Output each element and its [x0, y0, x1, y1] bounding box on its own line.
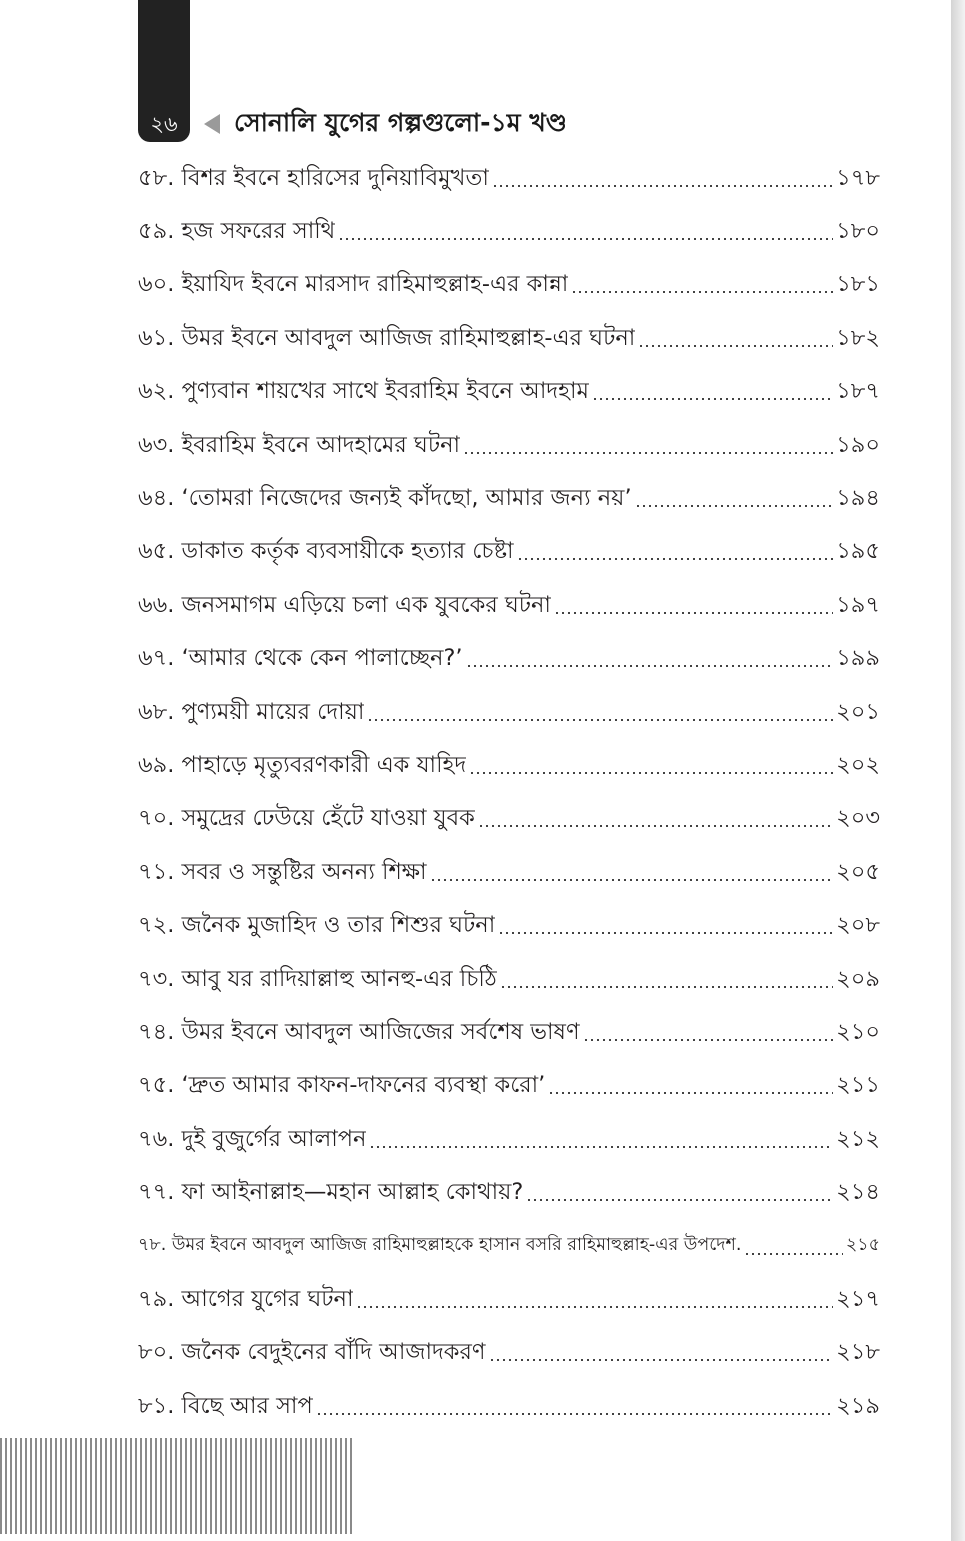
- dot-leader: [369, 1146, 833, 1148]
- dot-leader: [367, 719, 833, 721]
- toc-entry: [138, 419, 880, 472]
- dot-leader: [356, 1306, 833, 1308]
- dot-leader: [489, 1359, 834, 1361]
- toc-entry: [138, 579, 880, 632]
- toc-entry-page: ১৯৭: [836, 591, 880, 618]
- toc-entry-title: ৬৩. ইবরাহিম ইবনে আদহামের ঘটনা: [138, 431, 461, 458]
- dot-leader: [338, 238, 833, 240]
- toc-entry-page: ২০৫: [836, 858, 880, 885]
- toc-entry-page: ২১৫: [845, 1235, 880, 1255]
- toc-entry: [138, 366, 880, 419]
- toc-entry-page: ১৮০: [836, 218, 880, 245]
- dot-leader: [583, 1039, 834, 1041]
- toc-entry: [138, 1327, 880, 1380]
- dot-leader: [466, 665, 834, 667]
- toc-entry-title: ৭৫. ‘দ্রুত আমার কাফন-দাফনের ব্যবস্থা করো’: [138, 1072, 546, 1099]
- toc-entry: [138, 472, 880, 525]
- toc-entry-page: ১৯৫: [836, 538, 880, 565]
- toc-entry: [138, 1380, 880, 1433]
- toc-entry: [138, 259, 880, 312]
- toc-entry-title: ৮১. বিছে আর সাপ: [138, 1392, 313, 1419]
- toc-entry: [138, 312, 880, 365]
- toc-entry-page: ২১৪: [836, 1179, 880, 1206]
- dot-leader: [469, 772, 833, 774]
- toc-entry-page: ২১৭: [836, 1285, 880, 1312]
- dot-leader: [500, 986, 833, 988]
- dot-leader: [638, 345, 833, 347]
- toc-entry: [138, 899, 880, 952]
- toc-entry: [138, 1113, 880, 1166]
- toc-entry: [138, 1273, 880, 1326]
- toc-entry: [138, 1006, 880, 1059]
- toc-entry-page: ২০২: [836, 751, 880, 778]
- toc-entry-page: ২০৩: [836, 805, 880, 832]
- dot-leader: [498, 932, 833, 934]
- toc-entry-title: ৭৩. আবু যর রাদিয়াল্লাহু আনহু-এর চিঠি: [138, 965, 497, 992]
- toc-entry: [138, 846, 880, 899]
- dot-leader: [635, 505, 834, 507]
- toc-entry-title: ৬১. উমর ইবনে আবদুল আজিজ রাহিমাহুল্লাহ-এর ঘটনা: [138, 324, 636, 351]
- toc-entry-page: ২০৯: [836, 965, 880, 992]
- toc-entry: [138, 526, 880, 579]
- toc-entry-title: ৬৮. পুণ্যময়ী মায়ের দোয়া: [138, 698, 365, 725]
- dot-leader: [548, 1092, 833, 1094]
- toc-entry: [138, 1220, 880, 1273]
- toc-entry: [138, 1166, 880, 1219]
- dot-leader: [526, 1199, 833, 1201]
- toc-entry-page: ১৯০: [836, 431, 880, 458]
- dot-leader: [463, 452, 833, 454]
- dot-leader: [492, 185, 833, 187]
- dot-leader: [316, 1413, 833, 1415]
- toc-entry-title: ৬০. ইয়াযিদ ইবনে মারসাদ রাহিমাহুল্লাহ-এর কান্না: [138, 271, 569, 298]
- page-edge-shadow: [951, 0, 965, 1541]
- toc-entry-title: ৭৮. উমর ইবনে আবদুল আজিজ রাহিমাহুল্লাহকে হাসান বসরি রাহিমাহুল্লাহ-এর উপদেশ.: [138, 1235, 742, 1255]
- toc-entry-page: ২১৯: [836, 1392, 880, 1419]
- toc-entry-page: ১৭৮: [836, 164, 880, 191]
- toc-entry-title: ৮০. জনৈক বেদুইনের বাঁদি আজাদকরণ: [138, 1339, 486, 1366]
- toc-entry-page: ২১০: [836, 1018, 880, 1045]
- toc-entry: [138, 633, 880, 686]
- toc-entry: [138, 953, 880, 1006]
- toc-entry: [138, 205, 880, 258]
- toc-entry-page: ১৮১: [836, 271, 880, 298]
- toc-entry-title: ৭৭. ফা আইনাল্লাহ—মহান আল্লাহ কোথায়?: [138, 1179, 524, 1206]
- toc-entry-title: ৭৯. আগের যুগের ঘটনা: [138, 1285, 354, 1312]
- toc-entry-title: ৭০. সমুদ্রের ঢেউয়ে হেঁটে যাওয়া যুবক: [138, 805, 475, 832]
- toc-entry-title: ৫৮. বিশর ইবনে হারিসের দুনিয়াবিমুখতা: [138, 164, 489, 191]
- toc-entry-title: ৬৪. ‘তোমরা নিজেদের জন্যই কাঁদছো, আমার জন্য নয়’: [138, 485, 632, 512]
- toc-entry-title: ৬৬. জনসমাগম এড়িয়ে চলা এক যুবকের ঘটনা: [138, 591, 551, 618]
- toc-entry-title: ৭২. জনৈক মুজাহিদ ও তার শিশুর ঘটনা: [138, 912, 496, 939]
- toc-entry-title: ৬২. পুণ্যবান শায়খের সাথে ইবরাহিম ইবনে আদহাম: [138, 378, 589, 405]
- toc-entry: [138, 793, 880, 846]
- barcode-strip: [0, 1438, 352, 1534]
- dot-leader: [744, 1253, 843, 1255]
- running-header: [138, 106, 567, 142]
- toc-entry-page: ১৮২: [836, 324, 880, 351]
- toc-entry: [138, 1060, 880, 1113]
- toc-entry-page: ২০৮: [836, 912, 880, 939]
- toc-entry-page: ১৯৯: [836, 645, 880, 672]
- book-title: সোনালি যুগের গল্পগুলো-১ম খণ্ড: [234, 107, 567, 137]
- toc-entry-title: ৭১. সবর ও সন্তুষ্টির অনন্য শিক্ষা: [138, 858, 427, 885]
- dot-leader: [554, 612, 833, 614]
- dot-leader: [517, 558, 834, 560]
- toc-entry-page: ২০১: [836, 698, 880, 725]
- toc-entry: [138, 686, 880, 739]
- toc-entry-page: ১৮৭: [836, 378, 880, 405]
- toc-entry-page: ২১১: [836, 1072, 880, 1099]
- page-number: ২৬: [138, 106, 190, 142]
- toc-entry-title: ৭৬. দুই বুজুর্গের আলাপন: [138, 1125, 367, 1152]
- dot-leader: [478, 825, 833, 827]
- dot-leader: [430, 879, 834, 881]
- toc-entry-title: ৬৯. পাহাড়ে মৃত্যুবরণকারী এক যাহিদ: [138, 751, 467, 778]
- toc-entry-title: ৬৫. ডাকাত কর্তৃক ব্যবসায়ীকে হত্যার চেষ্টা: [138, 538, 514, 565]
- toc-entry-title: ৬৭. ‘আমার থেকে কেন পালাচ্ছেন?’: [138, 645, 463, 672]
- toc-entry: [138, 739, 880, 792]
- dot-leader: [571, 291, 833, 293]
- dot-leader: [592, 398, 833, 400]
- toc-entry-title: ৭৪. উমর ইবনে আবদুল আজিজের সর্বশেষ ভাষণ: [138, 1018, 580, 1045]
- toc-entry-title: ৫৯. হজ সফরের সাথি: [138, 218, 336, 245]
- toc-entry: [138, 152, 880, 205]
- toc-entry-page: ১৯৪: [836, 485, 880, 512]
- toc-entry-page: ২১২: [836, 1125, 880, 1152]
- toc-entry-page: ২১৮: [836, 1339, 880, 1366]
- table-of-contents: [138, 152, 880, 1433]
- triangle-left-icon: [204, 114, 220, 134]
